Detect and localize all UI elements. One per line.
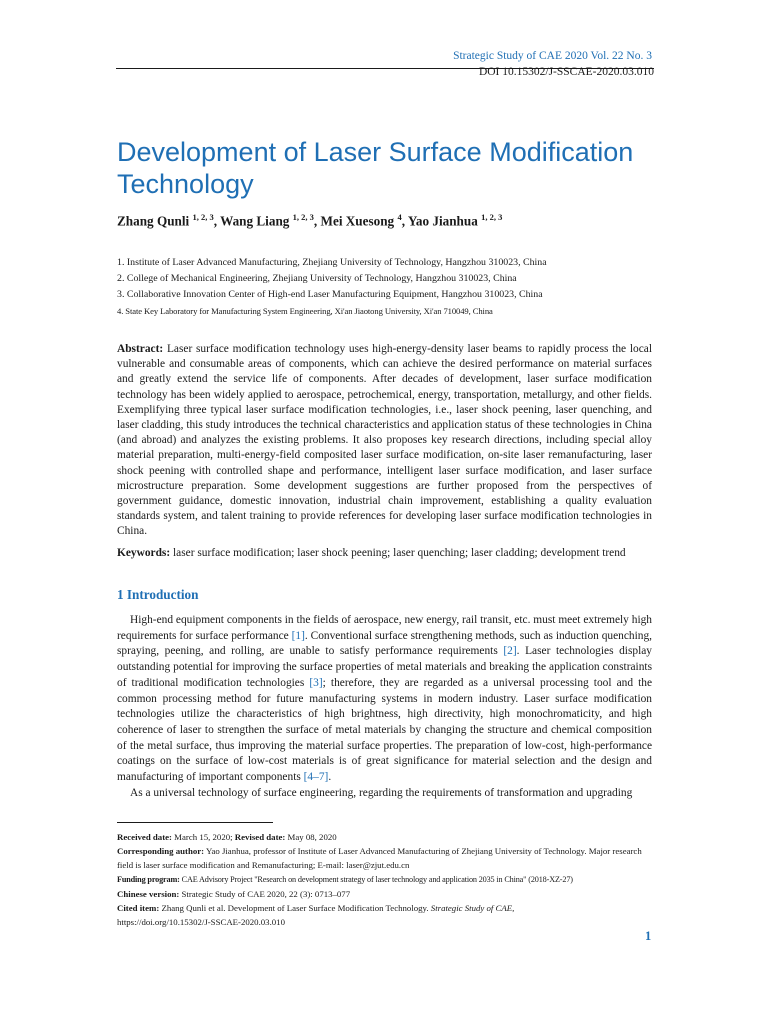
footnote-text: Strategic Study of CAE 2020, 22 (3): 0713–077 (179, 888, 351, 899)
body-text: High-end equipment components in the fields of aerospace, new energy, rail transit, etc. must meet extremely high requirements for surface performance (117, 614, 652, 642)
abstract-label: Abstract: (117, 343, 164, 355)
section-heading: 1 Introduction (117, 587, 199, 602)
body-text: . Conventional surface strengthening methods, such as induction quenching, spraying, peening, and rolling, are unable to satisfy performance requirements (117, 629, 652, 658)
reference-link[interactable]: [2] (503, 645, 517, 658)
footnote-label: Revised date: (234, 832, 286, 842)
keywords-label: Keywords: (117, 547, 171, 559)
author-affiliation-marker: 1, 2, 3 (192, 212, 214, 222)
affiliation-item: 1. Institute of Laser Advanced Manufacturing, Zhejiang University of Technology, Hangzhou 310023, China (117, 257, 547, 268)
footnote-dates (117, 830, 657, 844)
footnote-text: March 15, 2020; (171, 832, 235, 842)
author-affiliation-marker: 4 (397, 212, 402, 222)
footnote-doi-link[interactable]: https://doi.org/10.15302/J-SSCAE-2020.03.010 (117, 917, 285, 928)
footnote-text: Zhang Qunli et al. Development of Laser Surface Modification Technology. (159, 903, 431, 914)
reference-link[interactable]: [4–7] (303, 771, 329, 784)
affiliation-item: 3. Collaborative Innovation Center of High-end Laser Manufacturing Equipment, Hangzhou 310023, China (117, 289, 543, 300)
affiliation-list (117, 255, 657, 319)
body-text: . (328, 771, 332, 784)
footnote-text: May 08, 2020 (285, 832, 337, 842)
section-body (117, 613, 652, 801)
reference-link[interactable]: [1] (291, 629, 305, 642)
body-text: ; therefore, they are regarded as a universal processing tool and the common processing method for future manufacturing systems in modern industry. Laser surface modification technologies utilize the characteristics of high brightness, high directivity, high monochromaticity, and high coherence of laser to strengthen the surface of metal materials by changing the structure and chemical composition of the metal surface, thus improving the material surface properties. The preparation of low-cost, high-performance coatings on the surface of low-cost materials is of great significance for material selection and the design and manufacturing of important components (117, 676, 653, 784)
footnote-label: Cited item: (117, 903, 160, 914)
keywords (117, 546, 657, 561)
footnote-cited-item (117, 901, 657, 915)
footnote-text: CAE Advisory Project "Research on development strategy of laser technology and application 2035 in China" (2018-XZ-27) (179, 874, 573, 884)
footnote-label: Chinese version: (117, 888, 180, 899)
author-name: Wang Liang (220, 213, 290, 229)
footnote-chinese-version (117, 887, 657, 901)
footnote-funding (117, 873, 657, 887)
reference-link[interactable]: [3] (309, 676, 323, 689)
affiliation-item: 4. State Key Laboratory for Manufacturing System Engineering, Xi'an Jiaotong University, Xi'an 710049, China (117, 306, 493, 316)
footnote-corresponding-author (117, 844, 657, 872)
doi: DOI 10.15302/J-SSCAE-2020.03.010 (478, 66, 654, 78)
footnote-label: Received date: (117, 832, 172, 842)
page-number: 1 (645, 929, 652, 943)
author-affiliation-marker: 1, 2, 3 (292, 212, 314, 222)
journal-citation: Strategic Study of CAE 2020 Vol. 22 No. 3 (453, 50, 652, 62)
abstract (117, 342, 652, 540)
footnote-rule (117, 822, 273, 823)
footnotes (117, 830, 657, 929)
author-affiliation-marker: 1, 2, 3 (481, 212, 503, 222)
body-paragraph (117, 613, 652, 786)
body-text: . Laser technologies display outstanding potential for improving the surface properties of metal materials and breaking the application constraints of traditional modification technologies (117, 645, 653, 689)
body-paragraph: As a universal technology of surface engineering, regarding the requirements of transformation and upgrading (130, 786, 633, 799)
keywords-text: laser surface modification; laser shock peening; laser quenching; laser cladding; development trend (173, 547, 626, 559)
author-name: Zhang Qunli (117, 213, 190, 229)
footnote-label: Corresponding author: (117, 846, 205, 857)
author-list: Zhang Qunli $^{1, 2, 3}$, Wang Liang $^{1, 2, 3}$, Mei Xuesong $^4$, Yao Jianhua $^{1, 2, 3}$ (117, 212, 503, 229)
paper-title: Development of Laser Surface Modification Technology (117, 137, 634, 199)
author-name: Yao Jianhua (407, 213, 478, 229)
footnote-journal: Strategic Study of CAE, (430, 903, 515, 914)
footnote-text: Yao Jianhua, professor of Institute of Laser Advanced Manufacturing of Zhejiang University of Technology. Major research field is laser surface modification and Remanufacturing; E-mail: laser@zjut.edu.cn (117, 846, 642, 871)
footnote-label: Funding program: (117, 874, 180, 884)
abstract-text: Laser surface modification technology uses high-energy-density laser beams to rapidly process the local vulnerable and consumable areas of components, which can achieve the desired performance on material surfaces and greatly extend the service life of components. After decades of development, laser surface modification technology has been widely applied to aerospace, petrochemical, energy, transportation, metallurgy, and other fields. Exemplifying three typical laser surface modification technologies, i.e., laser shock peening, laser quenching, and laser cladding, this study introduces the technical characteristics and application status of these technologies in China (and abroad) and analyzes the existing problems. It also proposes key research directions, including special alloy material preparation, multi-energy-field composited laser surface modification, on-site laser remanufacturing, laser shock peening with controlled shape and performance, intelligent laser surface modification, and laser surface microstructure preparation. Some development suggestions are further proposed from the perspectives of government guidance, domestic innovation, industrial chain improvement, establishing a quality evaluation standards system, and talent training to provide references for developing laser surface modification technologies in China. (117, 343, 652, 538)
author-name: Mei Xuesong (320, 213, 395, 229)
affiliation-item: 2. College of Mechanical Engineering, Zhejiang University of Technology, Hangzhou 310023, China (117, 273, 517, 284)
